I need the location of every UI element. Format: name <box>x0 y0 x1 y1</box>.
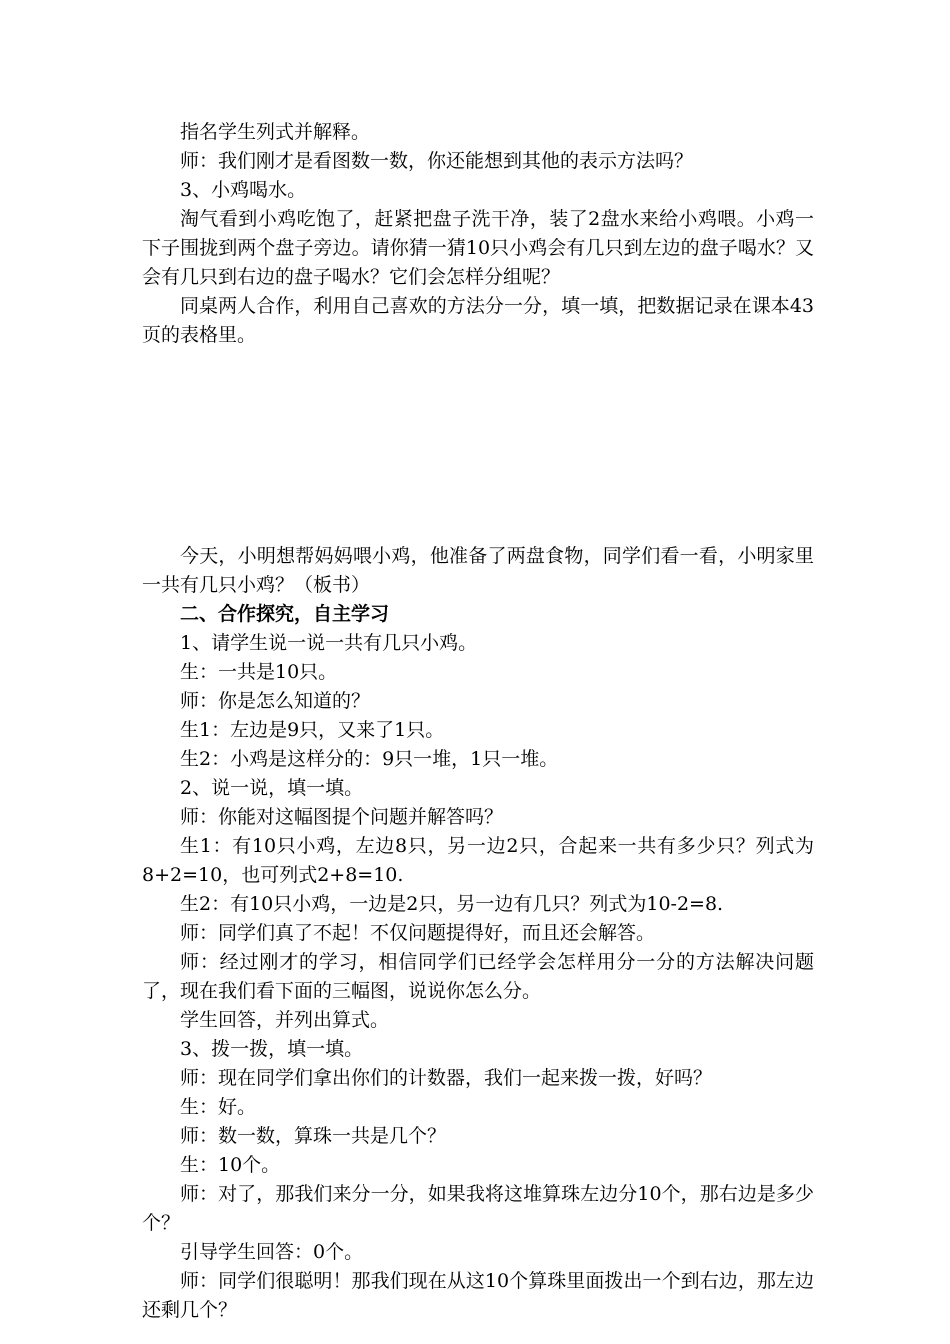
paragraph: 2、说一说，填一填。 <box>180 777 364 799</box>
paragraph: 生1：有10只小鸡，左边8只，另一边2只，合起来一共有多少只？列式为8+2=10，也可列式2+8=10. <box>142 835 814 886</box>
paragraph: 指名学生列式并解释。 <box>180 121 371 143</box>
paragraph: 同桌两人合作，利用自己喜欢的方法分一分，填一填，把数据记录在课本43页的表格里。 <box>142 295 814 346</box>
paragraph: 师：同学们真了不起！不仅问题提得好，而且还会解答。 <box>180 922 656 944</box>
paragraph: 1、请学生说一说一共有几只小鸡。 <box>180 632 478 654</box>
section-heading: 二、合作探究，自主学习 <box>180 603 390 625</box>
paragraph: 师：对了，那我们来分一分，如果我将这堆算珠左边分10个，那右边是多少个？ <box>142 1183 814 1234</box>
text-section-bottom <box>142 542 814 1325</box>
paragraph: 师：现在同学们拿出你们的计数器，我们一起来拨一拨，好吗？ <box>180 1067 713 1089</box>
paragraph: 3、拨一拨，填一填。 <box>180 1038 364 1060</box>
paragraph: 今天，小明想帮妈妈喂小鸡，他准备了两盘食物，同学们看一看，小明家里一共有几只小鸡？（板书） <box>142 545 814 596</box>
paragraph: 淘气看到小鸡吃饱了，赶紧把盘子洗干净，装了2盘水来给小鸡喂。小鸡一下子围拢到两个盘子旁边。请你猜一猜10只小鸡会有几只到左边的盘子喝水？又会有几只到右边的盘子喝水？它们会怎样分组呢？ <box>142 208 814 288</box>
paragraph: 生1：左边是9只，又来了1只。 <box>180 719 445 741</box>
paragraph: 师：你能对这幅图提个问题并解答吗？ <box>180 806 504 828</box>
paragraph: 3、小鸡喝水。 <box>180 179 307 201</box>
paragraph: 师：数一数，算珠一共是几个？ <box>180 1125 447 1147</box>
paragraph: 生2：有10只小鸡，一边是2只，另一边有几只？列式为10-2=8. <box>180 893 724 915</box>
paragraph: 生：10个。 <box>180 1154 281 1176</box>
paragraph: 师：同学们很聪明！那我们现在从这10个算珠里面拨出一个到右边，那左边还剩几个？ <box>142 1270 814 1321</box>
paragraph: 生2：小鸡是这样分的：9只一堆，1只一堆。 <box>180 748 559 770</box>
paragraph: 师：我们刚才是看图数一数，你还能想到其他的表示方法吗？ <box>180 150 694 172</box>
paragraph: 学生回答，并列出算式。 <box>180 1009 390 1031</box>
paragraph: 生：一共是10只。 <box>180 661 338 683</box>
paragraph: 师：经过刚才的学习，相信同学们已经学会怎样用分一分的方法解决问题了，现在我们看下面的三幅图，说说你怎么分。 <box>142 951 814 1002</box>
paragraph: 引导学生回答：0个。 <box>180 1241 364 1263</box>
text-section-top <box>142 118 814 350</box>
paragraph: 生：好。 <box>180 1096 257 1118</box>
paragraph: 师：你是怎么知道的？ <box>180 690 371 712</box>
